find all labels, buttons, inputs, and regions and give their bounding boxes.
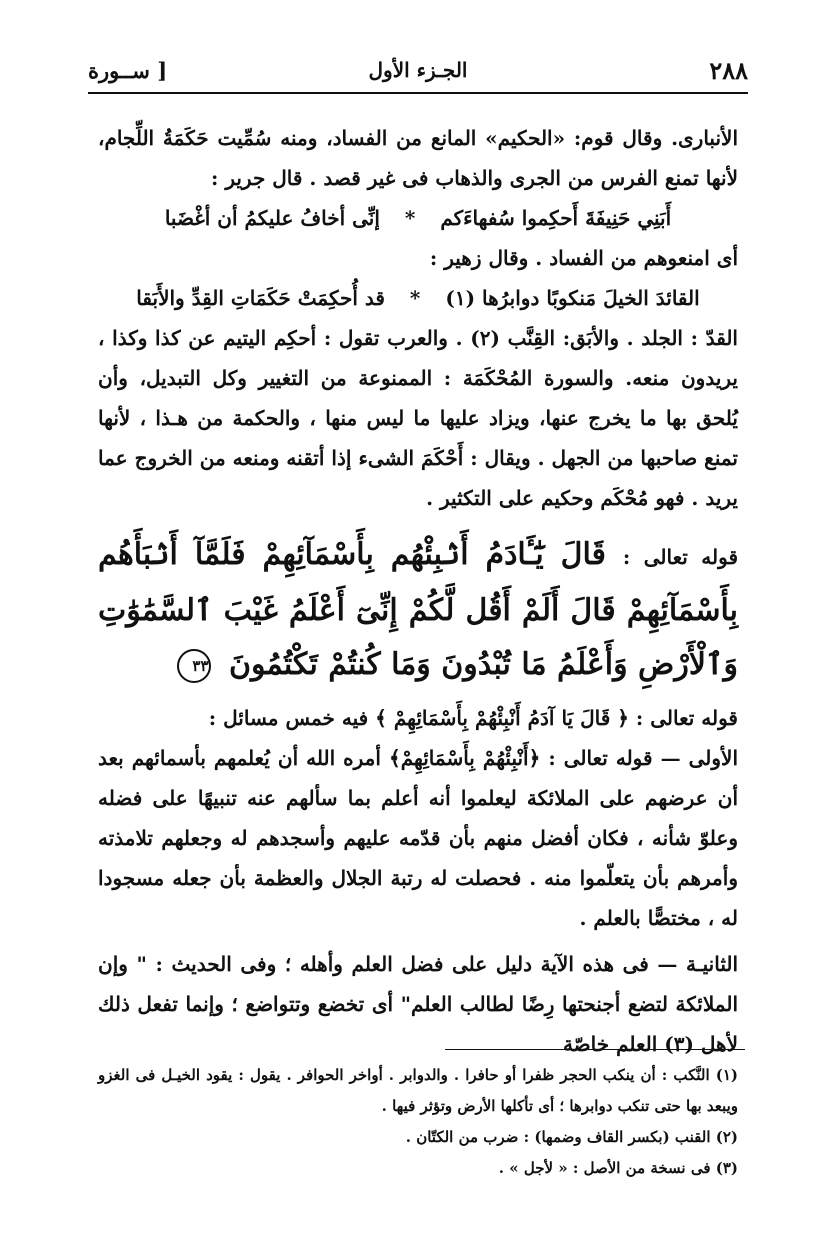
quran-text: قَالَ يَٰٓـَٔادَمُ أَنۢبِئْهُم بِأَسْمَآئِهِمْ فَلَمَّآ أَنۢبَأَهُم بِأَسْمَآئِهِمْ قَالَ أَلَمْ أَقُل لَّكُمْ إِنِّىٓ أَعْلَمُ غَيْبَ ٱلسَّمَٰوَٰتِ وَٱلْأَرْضِ وَأَعْلَمُ مَا تُبْدُونَ وَمَا كُنتُمْ تَكْتُمُونَ	[98, 537, 738, 682]
surah-label: [ ســورة	[88, 58, 168, 83]
ayah-number-marker: ٣٣	[177, 649, 211, 683]
verse-1-first-hemistich: أَبَنِي حَنِيفَةَ أَحكِموا سُفهاءَكم	[440, 206, 672, 230]
footnote-2: (٢) القنب (بكسر القاف وضمها) : ضرب من الكتّان .	[405, 1128, 738, 1146]
poetry-verse-2	[98, 278, 738, 318]
footnotes	[98, 1060, 738, 1184]
running-title: الجـزء الأول	[368, 58, 468, 82]
verse-1-separator: *	[404, 206, 416, 230]
page-number: ٢٨٨	[709, 56, 748, 85]
quran-verse-block	[98, 528, 738, 692]
footnote-3: (٣) فى نسخة من الأصل : « لأجل » .	[498, 1159, 738, 1177]
footnote-divider	[445, 1049, 745, 1050]
paragraph-3: القدّ : الجلد . والأبَق: القِنَّب (٢) . والعرب تقول : أحكِم اليتيم عن كذا وكذا ، يريدون منعه. والسورة المُحْكَمَة : الممنوعة من التغيير وكل التبديل، وأن يُلحق بها ما يخرج عنها، ويزاد عليها ما ليس منها ، والحكمة من هـذا ، لأنها تمنع صاحبها من الجهل . ويقال : أَحْكَمَ الشىء إذا أتقنه ومنعه من الخروج عما يريد . فهو مُحْكَم وحكيم على التكثير .	[98, 326, 738, 510]
running-header	[88, 52, 748, 94]
paragraph-1: الأنبارى. وقال قوم: «الحكيم» المانع من الفساد، ومنه سُمِّيت حَكَمَةُ اللِّجام، لأنها تمنع الفرس من الجرى والذهاب فى غير قصد . قال جرير :	[98, 126, 738, 190]
paragraph-2: أى امنعوهم من الفساد . وقال زهير :	[429, 246, 738, 270]
verse-2-first-hemistich: القائدَ الخيلَ مَنكوبًا دوابرُها (١)	[445, 286, 700, 310]
quran-intro: قوله تعالى :	[622, 545, 738, 569]
paragraph-5: الأولى — قوله تعالى : ﴿أَنْبِئْهُمْ بِأَسْمَائِهِمْ﴾ أمره الله أن يُعلمهم بأسمائهم بعد أن عرضهم على الملائكة ليعلموا أنه أعلم بما سألهم عنه تنبيهًا على فضله وعلوّ شأنه ، فكان أفضل منهم بأن قدّمه عليهم وأسجدهم له وجعلهم تلامذته وأمرهم بأن يتعلّموا منه . فحصلت له رتبة الجلال والعظمة بأن جعله مسجودا له ، مختصًّا بالعلم .	[98, 746, 738, 930]
poetry-verse-1	[98, 198, 738, 238]
verse-2-second-hemistich: قد أُحكِمَتْ حَكَمَاتِ القِدِّ والأَبَقا	[136, 286, 385, 310]
verse-1-second-hemistich: إنِّى أخافُ عليكمُ أن أغْضَبا	[164, 206, 380, 230]
paragraph-4: قوله تعالى : ﴿ قَالَ يَا آدَمُ أَنْبِئْهُمْ بِأَسْمَائِهِمْ ﴾ فيه خمس مسائل :	[208, 706, 738, 730]
footnote-1: (١) النَّكب : أن ينكب الحجر ظفرا أو حافرا . والدوابر . أواخر الحوافر . يقول : يقود الخيـل فى الغزو ويبعد بها حتى تنكب دوابرها ؛ أى تأكلها الأرض وتؤثر فيها .	[98, 1066, 738, 1115]
main-text	[98, 118, 738, 1064]
paragraph-6: الثانيـة — فى هذه الآية دليل على فضل العلم وأهله ؛ وفى الحديث : " وإن الملائكة لتضع أجنحتها رِضًا لطالب العلم" أى تخضع وتتواضع ؛ وإنما تفعل ذلك لأهل (٣) العلم خاصّة	[98, 952, 738, 1056]
verse-2-separator: *	[409, 286, 421, 310]
